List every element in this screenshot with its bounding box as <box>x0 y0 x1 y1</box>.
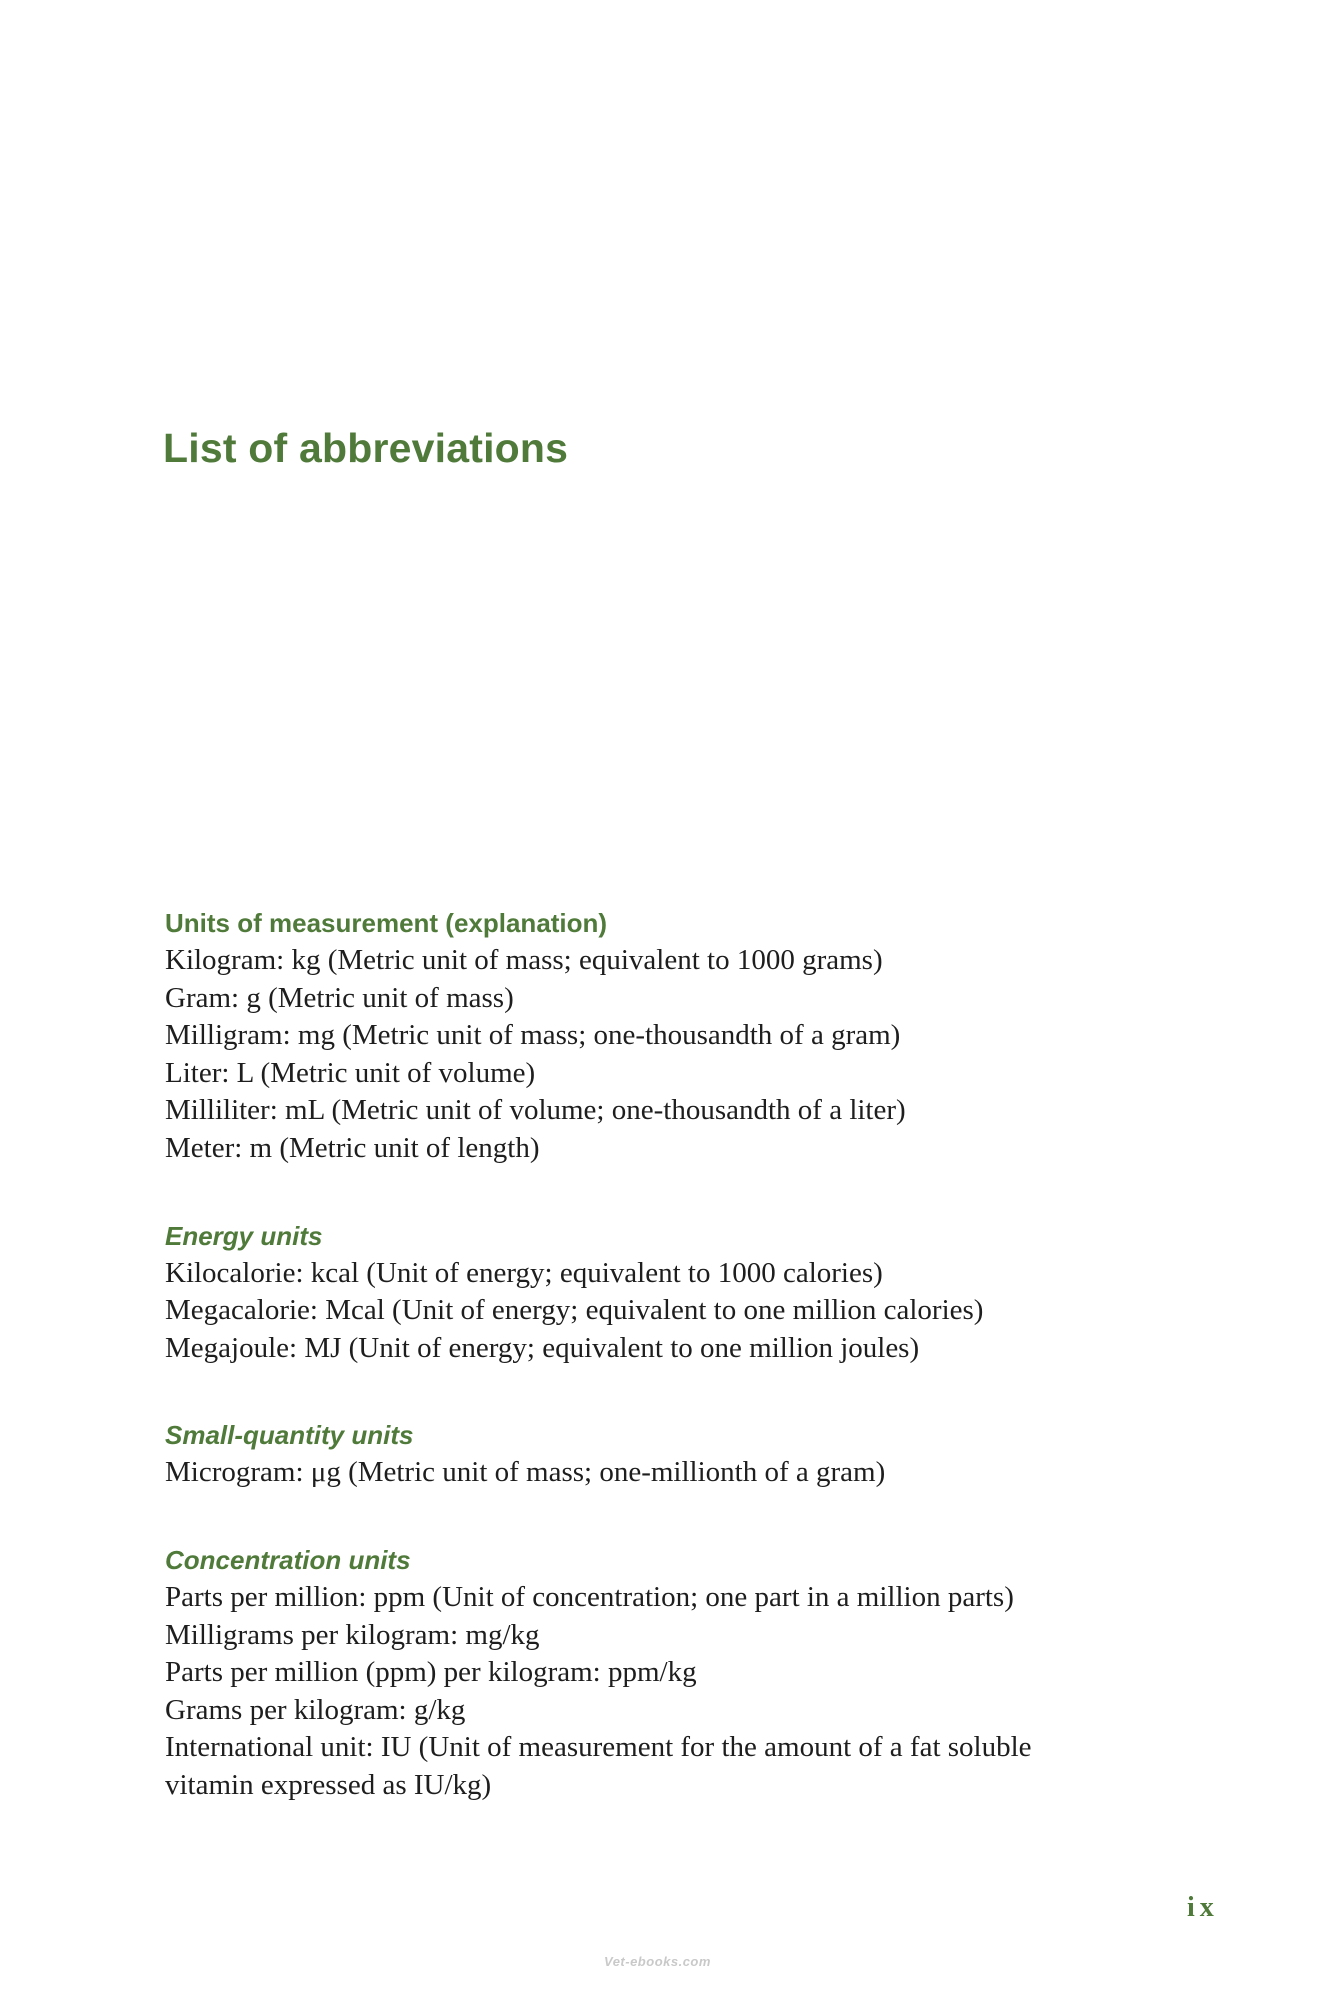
page-number: ix <box>1187 1892 1219 1923</box>
watermark: Vet-ebooks.com <box>604 1954 711 1969</box>
list-item: Microgram: μg (Metric unit of mass; one-millionth of a gram) <box>165 1456 886 1489</box>
section-small-quantity-units <box>165 1416 1205 1492</box>
list-item: vitamin expressed as IU/kg) <box>165 1768 492 1801</box>
list-item: Meter: m (Metric unit of length) <box>165 1131 540 1164</box>
list-item: Megajoule: MJ (Unit of energy; equivalent to one million joules) <box>165 1331 920 1364</box>
list-item: Liter: L (Metric unit of volume) <box>165 1056 536 1089</box>
list-item: Kilogram: kg (Metric unit of mass; equivalent to 1000 grams) <box>165 944 883 976</box>
section-heading: Units of measurement (explanation) <box>165 908 608 938</box>
list-item: Parts per million (ppm) per kilogram: ppm/kg <box>165 1656 697 1689</box>
section-heading: Small-quantity units <box>165 1420 414 1451</box>
list-item: Gram: g (Metric unit of mass) <box>165 981 514 1014</box>
section-concentration-units <box>165 1541 1205 1805</box>
list-item: Milliliter: mL (Metric unit of volume; one-thousandth of a liter) <box>165 1094 906 1127</box>
list-item: Kilocalorie: kcal (Unit of energy; equivalent to 1000 calories) <box>165 1256 883 1289</box>
list-item: Megacalorie: Mcal (Unit of energy; equivalent to one million calories) <box>165 1294 984 1327</box>
list-item: Milligram: mg (Metric unit of mass; one-thousandth of a gram) <box>165 1019 901 1052</box>
abbreviation-sections <box>165 904 1205 1854</box>
section-heading: Concentration units <box>165 1544 411 1575</box>
list-item: Parts per million: ppm (Unit of concentration; one part in a million parts) <box>165 1580 1014 1613</box>
list-item: Grams per kilogram: g/kg <box>165 1693 466 1726</box>
page-title: List of abbreviations <box>163 425 569 471</box>
list-item: International unit: IU (Unit of measurement for the amount of a fat soluble <box>165 1731 1032 1764</box>
section-units-of-measurement <box>165 904 1205 1168</box>
list-item: Milligrams per kilogram: mg/kg <box>165 1618 540 1651</box>
section-heading: Energy units <box>165 1220 323 1251</box>
section-energy-units <box>165 1217 1205 1368</box>
